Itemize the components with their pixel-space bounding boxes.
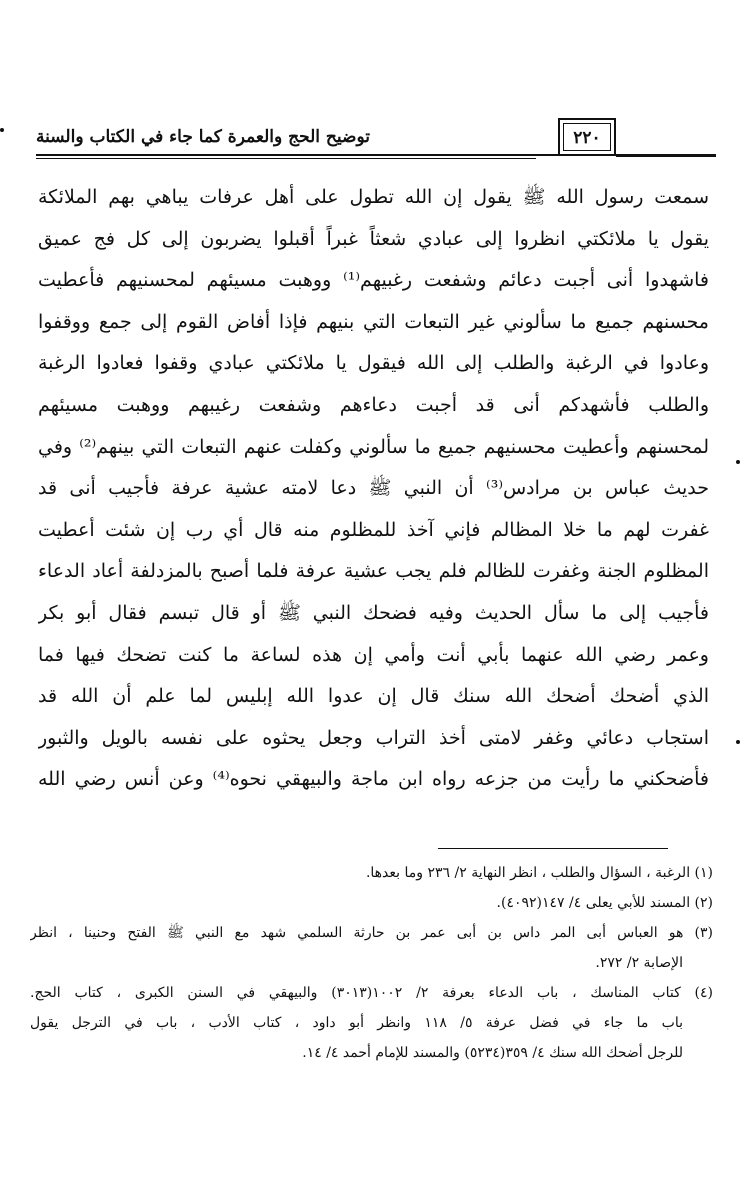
text-line: المظلوم الجنة وغفرت للظالم فلم يجب عشية عرفة فلما أصبح بالمزدلفة أعاد الدعاء [38,560,709,583]
text-line: غفرت لهم ما خلا المظالم فإني آخذ للمظلوم منه قال أي رب إن شئت أعطيت [38,518,709,541]
text-line: محسنهم جميع ما سألوني غير التبعات التي بنيهم فإذا أفاض القوم إلى جمع ووقفوا [38,310,709,333]
margin-mark [736,740,740,744]
footnote-1: (١) الرغبة ، السؤال والطلب ، انظر النهاية ٢/ ٢٣٦ وما بعدها. [365,865,713,881]
header-rule-thin [36,158,536,159]
footnote-4: (٤) كتاب المناسك ، باب الدعاء بعرفة ٢/ ١٠٠٢(٣٠١٣) والبيهقي في السنن الكبرى ، كتاب الحج. [30,985,713,1001]
running-title: توضيح الحج والعمرة كما جاء في الكتاب والسنة [36,124,526,150]
margin-mark [736,460,740,464]
footnote-2: (٢) المسند للأبي يعلى ٤/ ١٤٧(٤٠٩٢). [496,895,713,911]
text-line: حديث عباس بن مرادس⁽³⁾ أن النبي ﷺ دعا لامته عشية عرفة فأجيب أنى قد [38,477,709,500]
page-number: ٢٢٠ [573,128,601,148]
page-header [36,118,716,162]
margin-mark [0,128,4,132]
footnotes [30,858,713,1068]
body-text [38,177,709,801]
text-line: لمحسنهم وأعطيت محسنيهم جميع ما سألوني وكفلت عنهم التبعات التي بينهم⁽²⁾ وفي [38,435,709,458]
text-line: استجاب دعائي وغفر لامتى أخذ التراب وجعل يحثوه على نفسه بالويل والثبور [38,726,709,749]
header-right-rule [616,154,716,157]
footnote-separator [438,848,668,849]
footnote-4-continued: للرجل أضحك الله سنك ٤/ ٣٥٩(٥٢٣٤) والمسند للإمام أحمد ٤/ ١٤. [302,1045,683,1061]
text-line: والطلب فأشهدكم أنى قد أجبت دعاءهم وشفعت رغيبهم ووهبت مسيئهم [38,393,709,416]
text-line: فاشهدوا أنى أجبت دعائم وشفعت رغبيهم⁽¹⁾ ووهبت مسيئهم لمحسنيهم فأعطيت [38,269,709,292]
text-line: وعمر رضي الله عنهما بأبي أنت وأمي إن هذه لساعة ما كنت تضحك فيها فما [38,643,709,666]
text-line: فأضحكني ما رأيت من جزعه رواه ابن ماجة والبيهقي نحوه⁽⁴⁾ وعن أنس رضي الله [38,768,709,791]
text-line: الذي أضحك أضحك الله سنك قال إن عدوا الله إبليس لما علم أن الله قد [38,685,709,708]
footnote-3: (٣) هو العباس أبى المر داس بن أبى عمر بن حارثة السلمي شهد مع النبي ﷺ الفتح وحنينا ، انظر [30,925,713,941]
page-number-frame [558,118,616,156]
footnote-3-continued: الإصابة ٢/ ٢٧٢. [595,955,683,971]
footnote-4-continued: باب ما جاء في فضل عرفة ٥/ ١١٨ وانظر أبو داود ، كتاب الأدب ، باب في الترجل يقول [30,1015,683,1031]
text-line: وعادوا في الرغبة والطلب إلى الله فيقول يا ملائكتي عبادي وقفوا فعادوا الرغبة [38,352,709,375]
text-line: سمعت رسول الله ﷺ يقول إن الله تطول على أهل عرفات يباهي بهم الملائكة [38,186,709,208]
text-line: يقول يا ملائكتي انظروا إلى عبادي شعثاً غبراً أقبلوا يضربون إلى كل فج عميق [38,227,709,250]
text-line: فأجيب إلى ما سأل الحديث وفيه فضحك النبي ﷺ أو قال تبسم فقال أبو بكر [38,601,709,624]
